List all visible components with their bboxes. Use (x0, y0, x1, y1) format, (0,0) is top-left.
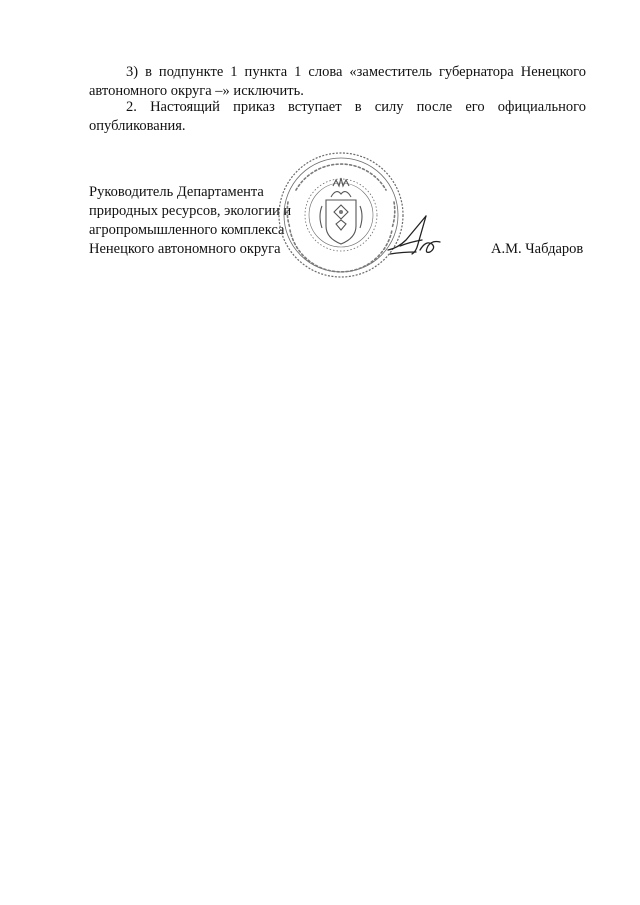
paragraph-item-3: 3) в подпункте 1 пункта 1 слова «заместитель губернатора Ненецкого автономного округа –» исключить. (89, 64, 586, 99)
signer-position (89, 183, 291, 259)
signer-position-line: Руководитель Департамента (89, 184, 264, 200)
paragraph-item-2-effective: 2. Настоящий приказ вступает в силу после его официального опубликования. (89, 99, 586, 134)
signer-position-line: агропромышленного комплекса (89, 222, 285, 238)
signer-name: А.М. Чабдаров (491, 241, 584, 257)
signer-position-line: Ненецкого автономного округа (89, 241, 281, 257)
handwritten-signature-icon (386, 210, 442, 260)
signer-position-line: природных ресурсов, экологии и (89, 203, 292, 219)
